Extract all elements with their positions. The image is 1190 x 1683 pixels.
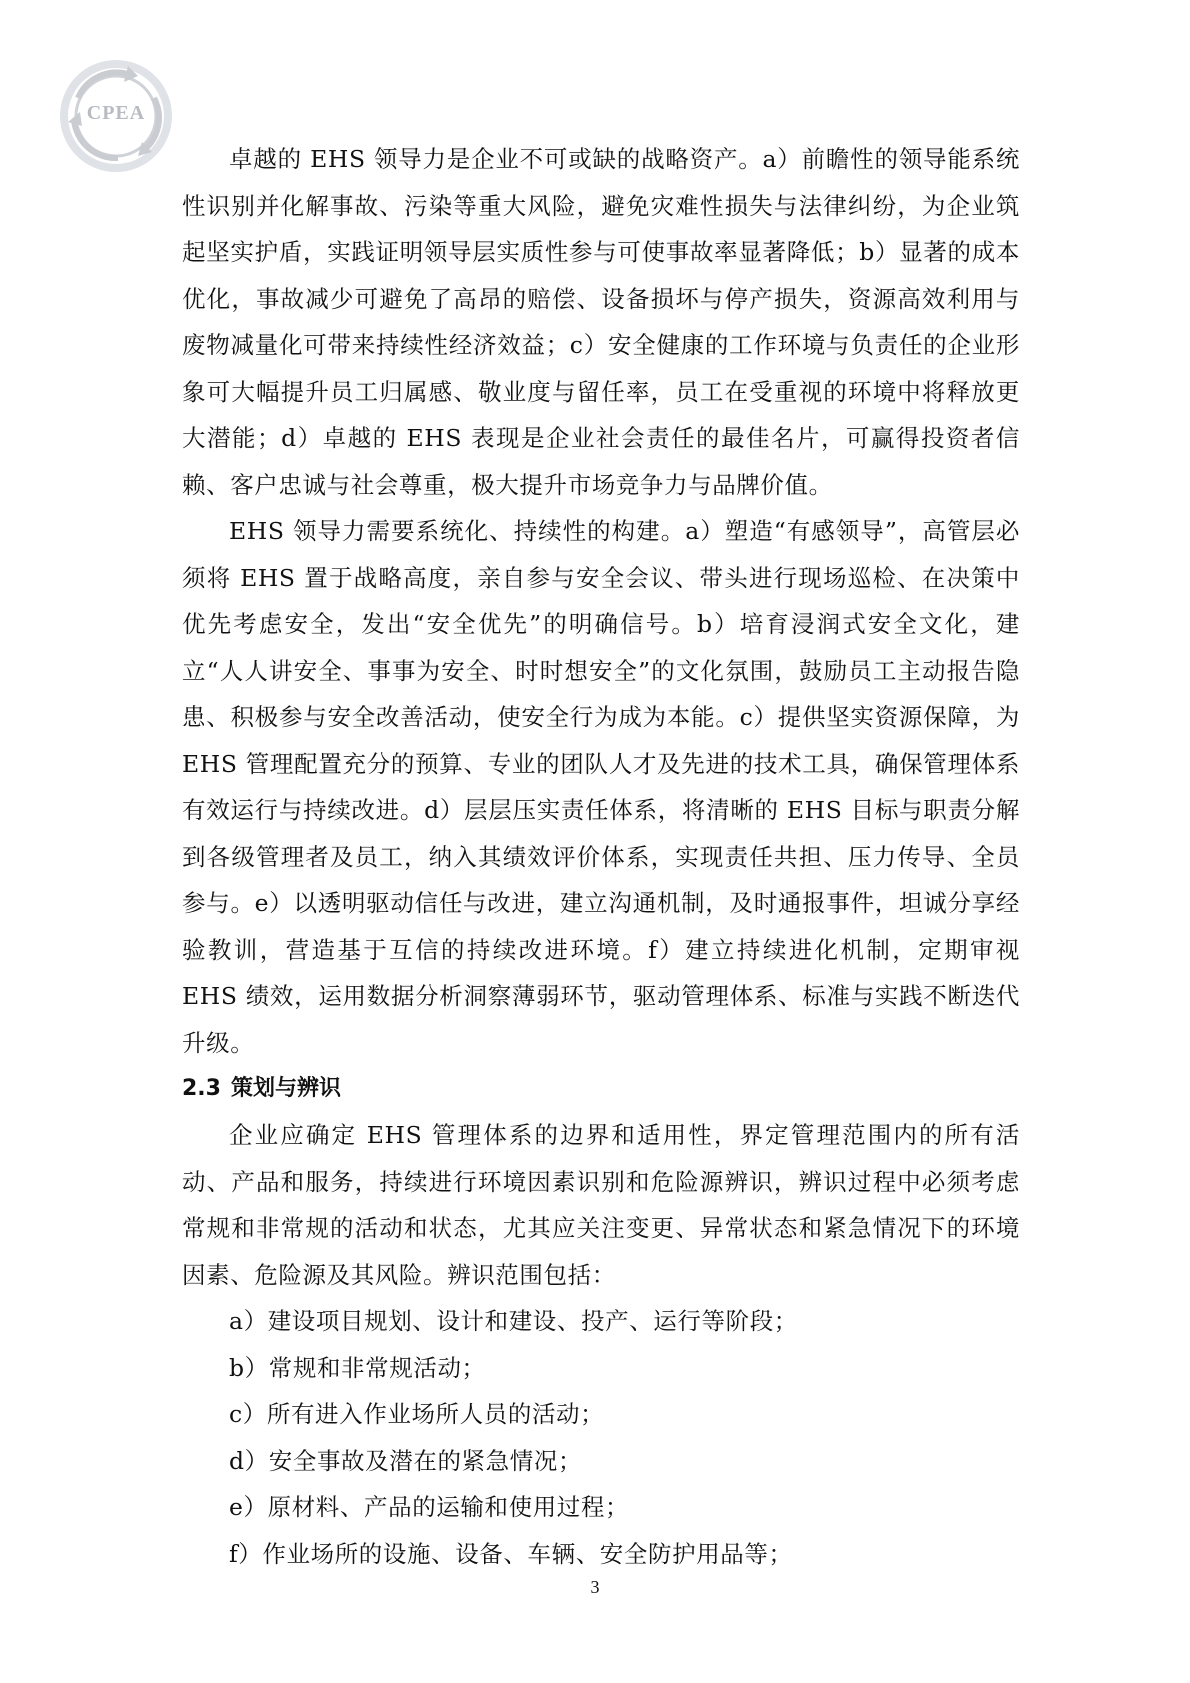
cpea-logo: [58, 58, 174, 174]
identification-scope-list: [182, 1298, 1020, 1577]
document-body: [182, 136, 1020, 1577]
logo-text: CPEA: [86, 102, 146, 124]
section-intro-paragraph: 企业应确定 EHS 管理体系的边界和适用性，界定管理范围内的所有活动、产品和服务，持续进行环境因素识别和危险源辨识，辨识过程中必须考虑常规和非常规的活动和状态，尤其应关注变更、异常状态和紧急情况下的环境因素、危险源及其风险。辨识范围包括：: [182, 1121, 1020, 1289]
paragraph-leadership-building: EHS 领导力需要系统化、持续性的构建。a）塑造“有感领导”，高管层必须将 EHS 置于战略高度，亲自参与安全会议、带头进行现场巡检、在决策中优先考虑安全，发出“安全优先”的明确信号。b）培育浸润式安全文化，建立“人人讲安全、事事为安全、时时想安全”的文化氛围，鼓励员工主动报告隐患、积极参与安全改善活动，使安全行为成为本能。c）提供坚实资源保障，为 EHS 管理配置充分的预算、专业的团队人才及先进的技术工具，确保管理体系有效运行与持续改进。d）层层压实责任体系，将清晰的 EHS 目标与职责分解到各级管理者及员工，纳入其绩效评价体系，实现责任共担、压力传导、全员参与。e）以透明驱动信任与改进，建立沟通机制，及时通报事件，坦诚分享经验教训，营造基于互信的持续改进环境。f）建立持续进化机制，定期审视 EHS 绩效，运用数据分析洞察薄弱环节，驱动管理体系、标准与实践不断迭代升级。: [182, 517, 1020, 1057]
list-item: c）所有进入作业场所人员的活动；: [229, 1400, 605, 1428]
section-title: 策划与辨识: [230, 1076, 341, 1101]
section-number: 2.3: [182, 1076, 221, 1101]
list-item: d）安全事故及潜在的紧急情况；: [229, 1446, 583, 1475]
list-item: f）作业场所的设施、设备、车辆、安全防护用品等；: [229, 1539, 793, 1568]
list-item: e）原材料、产品的运输和使用过程；: [229, 1493, 630, 1521]
paragraph-leadership-value: 卓越的 EHS 领导力是企业不可或缺的战略资产。a）前瞻性的领导能系统性识别并化解事故、污染等重大风险，避免灾难性损失与法律纠纷，为企业筑起坚实护盾，实践证明领导层实质性参与可使事故率显著降低；b）显著的成本优化，事故减少可避免了高昂的赔偿、设备损坏与停产损失，资源高效利用与废物减量化可带来持续性经济效益；c）安全健康的工作环境与负责任的企业形象可大幅提升员工归属感、敬业度与留任率，员工在受重视的环境中将释放更大潜能；d）卓越的 EHS 表现是企业社会责任的最佳名片，可赢得投资者信赖、客户忠诚与社会尊重，极大提升市场竞争力与品牌价值。: [182, 145, 1020, 499]
page-number: 3: [590, 1577, 600, 1597]
list-item: a）建设项目规划、设计和建设、投产、运行等阶段；: [229, 1307, 798, 1335]
section-heading: [182, 1066, 1020, 1112]
list-item: b）常规和非常规活动；: [229, 1353, 486, 1382]
